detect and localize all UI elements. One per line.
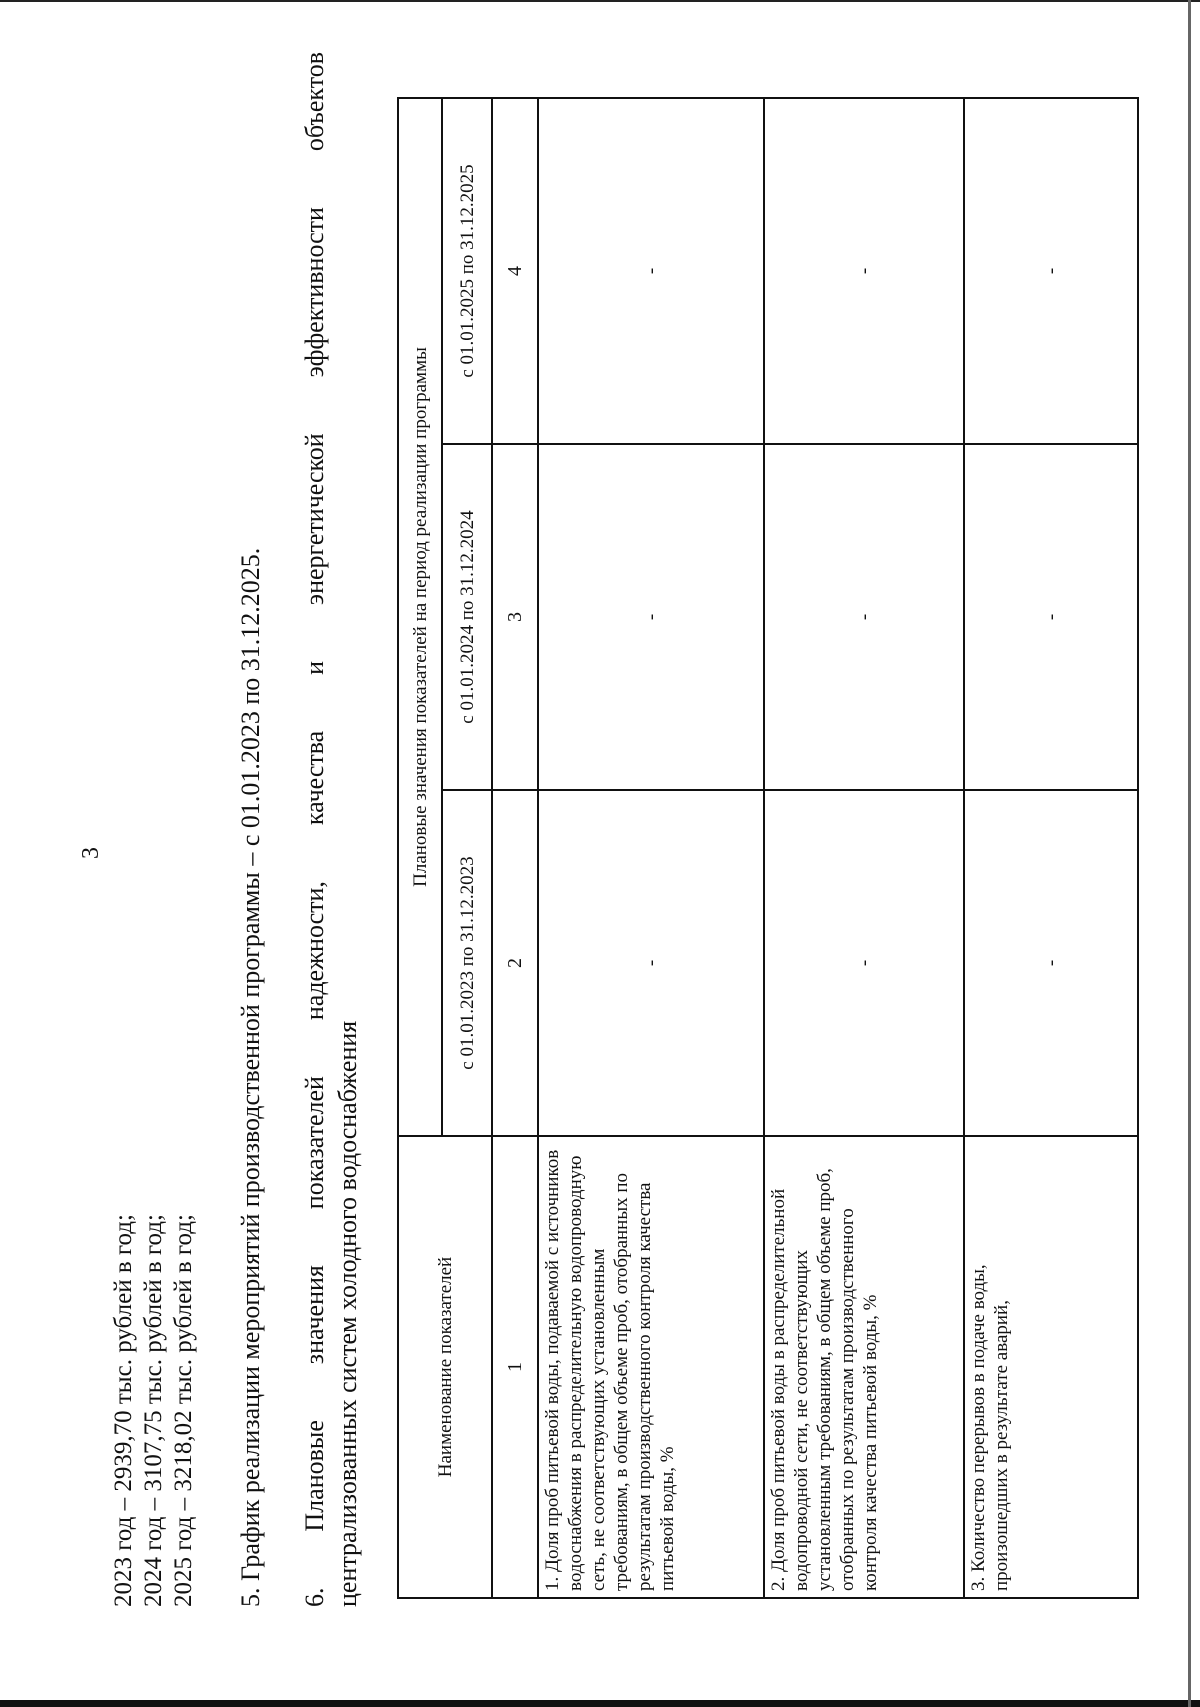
table-row [764,98,964,1598]
page-number: 3 [78,847,104,859]
row-value: - [964,98,1138,444]
column-number: 1 [492,1136,538,1598]
column-number: 3 [492,444,538,790]
header-indicator-name: Наименование показателей [398,1136,492,1598]
table-row [964,98,1138,1598]
row-value: - [964,790,1138,1136]
year-line-2025: 2025 год – 3218,02 тыс. рублей в год; [170,1214,197,1607]
column-number: 4 [492,98,538,444]
header-period-2023: с 01.01.2023 по 31.12.2023 [442,790,492,1136]
indicators-table [397,97,1139,1599]
row-indicator-name: 3. Количество перерывов в подаче воды, произошедших в результате аварий, [964,1136,1138,1598]
header-planned-values: Плановые значения показателей на период реализации программы [398,98,442,1136]
row-indicator-name: 2. Доля проб питьевой воды в распределительной водопроводной сети, не соответствующих установленным требованиям, в общем объеме проб, отобранных по результатам производственного контроля качества питьевой воды, % [764,1136,964,1598]
row-value: - [538,98,764,444]
year-line-2023: 2023 год – 2939,70 тыс. рублей в год; [110,1214,137,1607]
row-value: - [538,790,764,1136]
column-number: 2 [492,790,538,1136]
row-value: - [538,444,764,790]
section-5-heading: 5. График реализации мероприятий производственной программы – с 01.01.2023 по 31.12.2025. [236,547,265,1607]
table-row [538,98,764,1598]
section-6-heading: 6. Плановые значения показателей надежности, качества и энергетической эффективности объектов [300,52,329,1607]
row-value: - [764,790,964,1136]
row-value: - [764,444,964,790]
header-period-2025: с 01.01.2025 по 31.12.2025 [442,98,492,444]
header-period-2024: с 01.01.2024 по 31.12.2024 [442,444,492,790]
row-value: - [764,98,964,444]
row-indicator-name: 1. Доля проб питьевой воды, подаваемой с источников водоснабжения в распределительную водопроводную сеть, не соответствующих установленным требованиям, в общем объеме проб, отобранных по результатам производственного контроля качества питьевой воды, % [538,1136,764,1598]
section-6-heading-continued: централизованных систем холодного водоснабжения [333,1020,362,1607]
year-line-2024: 2024 год – 3107,75 тыс. рублей в год; [140,1214,167,1607]
row-value: - [964,444,1138,790]
